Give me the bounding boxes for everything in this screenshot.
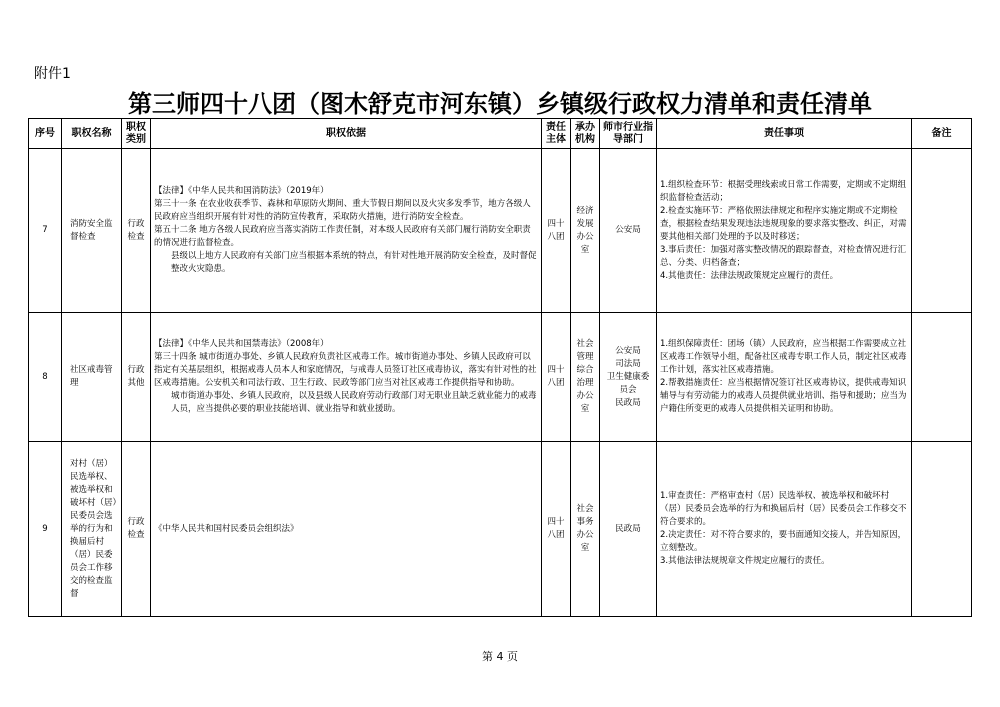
row-name: 对村（居）民选举权、被选举权和破坏村（居）民委员会选举的行为和换届后村（居）民委员会工作移交的检查监督 <box>62 442 122 617</box>
table-row <box>29 149 972 313</box>
dept-line: 公安局 <box>615 345 641 356</box>
row-subject: 四十八团 <box>542 313 571 442</box>
row-agency: 社会管理综合治理办公室 <box>571 313 600 442</box>
row-dept <box>600 313 657 442</box>
row-seq: 9 <box>29 442 62 617</box>
row-name: 社区戒毒管理 <box>62 313 122 442</box>
dept-line: 卫生健康委员会 <box>606 371 650 395</box>
header-subject: 责任主体 <box>542 119 571 149</box>
basis-line: 《中华人民共和国村民委员会组织法》 <box>154 523 299 534</box>
row-agency: 社会事务办公室 <box>571 442 600 617</box>
row-subject: 四十八团 <box>542 442 571 617</box>
duty-line: 2.决定责任：对不符合要求的，要书面通知交接人，并告知原因，立刻整改。 <box>660 530 907 553</box>
duty-line: 2.检查实施环节：严格依照法律规定和程序实施定期或不定期检查，根据检查结果发现违法违规现象的要求落实整改、纠正，对需要其他相关部门处理的予以及时移送； <box>660 205 907 242</box>
table-row <box>29 313 972 442</box>
row-subject: 四十八团 <box>542 149 571 313</box>
row-category: 行政检查 <box>122 442 151 617</box>
row-seq: 7 <box>29 149 62 313</box>
dept-line: 民政局 <box>615 397 641 408</box>
basis-line: 第三十一条 在农业收获季节、森林和草原防火期间、重大节假日期间以及火灾多发季节，地方各级人民政府应当组织开展有针对性的消防宣传教育，采取防火措施，进行消防安全检查。 <box>154 199 531 222</box>
duty-line: 3.事后责任：加强对落实整改情况的跟踪督查，对检查情况进行汇总、分类、归档备查； <box>660 244 907 268</box>
duty-line: 1.审查责任：严格审查村（居）民选举权、被选举权和破坏村（居）民委员会选举的行为和换届后村（居）民委员会工作移交不符合要求的。 <box>660 491 907 527</box>
row-remark <box>912 149 972 313</box>
row-duty <box>657 313 912 442</box>
duty-line: 4.其他责任：法律法规政策规定应履行的责任。 <box>660 270 839 281</box>
row-category: 行政检查 <box>122 149 151 313</box>
header-dept: 师市行业指导部门 <box>600 119 657 149</box>
power-list-table <box>28 118 972 617</box>
table-header-row <box>29 119 972 149</box>
page-number: 第 4 页 <box>482 650 518 663</box>
duty-line: 1.组织检查环节：根据受理线索或日常工作需要，定期或不定期组织监督检查活动； <box>660 179 907 203</box>
dept-line: 司法局 <box>615 358 641 369</box>
basis-line: 县级以上地方人民政府有关部门应当根据本系统的特点，有针对性地开展消防安全检查，及时督促整改火灾隐患。 <box>171 251 537 274</box>
header-basis: 职权依据 <box>151 119 542 149</box>
table-row <box>29 442 972 617</box>
duty-line: 3.其他法律法规规章文件规定应履行的责任。 <box>660 556 830 566</box>
header-category: 职权类别 <box>122 119 151 149</box>
basis-line: 【法律】《中华人民共和国消防法》（2019年） <box>154 186 329 196</box>
header-agency: 承办机构 <box>571 119 600 149</box>
basis-line: 城市街道办事处、乡镇人民政府，以及县级人民政府劳动行政部门对无职业且缺乏就业能力的戒毒人员，应当提供必要的职业技能培训、就业指导和就业援助。 <box>171 391 537 414</box>
page-title: 第三师四十八团（图木舒克市河东镇）乡镇级行政权力清单和责任清单 <box>128 89 872 118</box>
duty-line: 2.帮教措施责任：应当根据情况签订社区戒毒协议，提供戒毒知识辅导与有劳动能力的戒毒人员提供就业培训、指导和援助；应当为户籍住所变更的戒毒人员提供相关证明和协助。 <box>660 378 907 414</box>
row-category: 行政其他 <box>122 313 151 442</box>
attachment-label: 附件1 <box>34 66 71 82</box>
row-remark <box>912 442 972 617</box>
row-dept: 民政局 <box>600 442 657 617</box>
row-duty <box>657 149 912 313</box>
row-seq: 8 <box>29 313 62 442</box>
basis-line: 第五十二条 地方各级人民政府应当落实消防工作责任制，对本级人民政府有关部门履行消防安全职责的情况进行监督检查。 <box>154 225 531 248</box>
row-remark <box>912 313 972 442</box>
row-basis <box>151 149 542 313</box>
row-duty <box>657 442 912 617</box>
row-agency: 经济发展办公室 <box>571 149 600 313</box>
row-name: 消防安全监督检查 <box>62 149 122 313</box>
header-remark: 备注 <box>912 119 972 149</box>
header-duty: 责任事项 <box>657 119 912 149</box>
row-dept: 公安局 <box>600 149 657 313</box>
header-seq: 序号 <box>29 119 62 149</box>
row-basis <box>151 442 542 617</box>
row-basis <box>151 313 542 442</box>
basis-line: 【法律】《中华人民共和国禁毒法》（2008年） <box>154 339 329 349</box>
duty-line: 1.组织保障责任：团场（镇）人民政府，应当根据工作需要成立社区戒毒工作领导小组，配备社区戒毒专职工作人员，制定社区戒毒工作计划，落实社区戒毒措施。 <box>660 339 907 375</box>
basis-line: 第三十四条 城市街道办事处、乡镇人民政府负责社区戒毒工作。城市街道办事处、乡镇人民政府可以指定有关基层组织，根据戒毒人员本人和家庭情况，与戒毒人员签订社区戒毒协议，落实有针对性的社区戒毒措施。公安机关和司法行政、卫生行政、民政等部门应当对社区戒毒工作提供指导和协助。 <box>154 352 537 388</box>
header-name: 职权名称 <box>62 119 122 149</box>
